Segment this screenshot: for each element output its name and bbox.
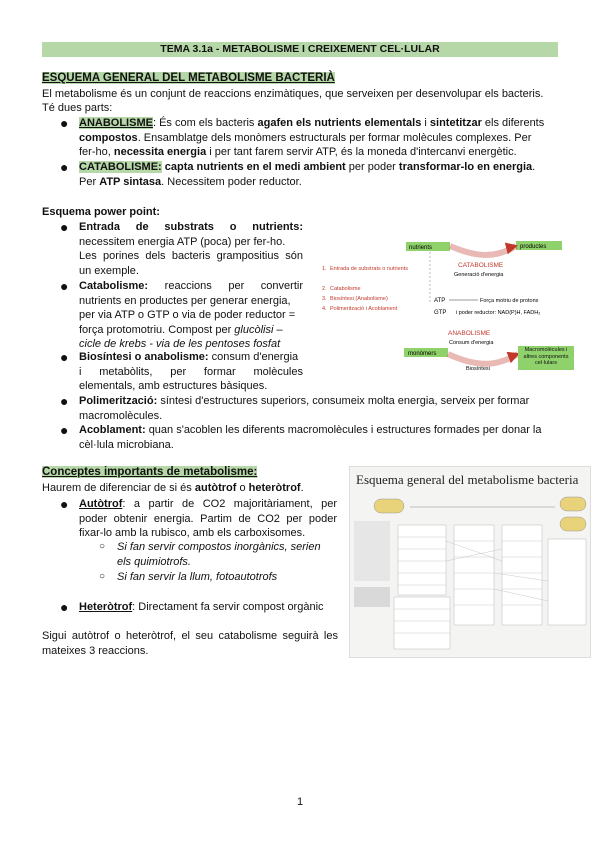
step-marker: 1. <box>322 266 327 272</box>
section1-heading: ESQUEMA GENERAL DEL METABOLISME BACTERIÀ <box>42 72 335 84</box>
section2-heading: Esquema power point: <box>42 206 160 218</box>
text: Haurem de diferenciar de si és <box>42 482 195 494</box>
metabolism-scheme-figure <box>349 466 591 658</box>
anabolisme-diagram-label: ANABOLISME <box>448 330 491 337</box>
bullet-icon: ● <box>60 349 69 365</box>
text: : a partir de CO2 majoritàriament, per <box>122 498 337 510</box>
text-bold: ATP sintasa <box>99 175 162 188</box>
step-item: Catabolisme <box>330 286 361 292</box>
text: macromolècules. <box>79 409 163 422</box>
intro-line1: El metabolisme és un conjunt de reaccions enzimàtiques, que serveixen per desenvolupar els bacteris. <box>42 88 544 100</box>
bullet-icon: ● <box>60 393 69 409</box>
figure-block <box>548 539 586 625</box>
anabolisme-item <box>79 116 558 160</box>
section3-heading: Conceptes importants de metabolisme: <box>42 466 258 478</box>
forca-label: Força motriu de protons <box>480 298 539 304</box>
text-italic: Si fan servir compostos inorgànics, serien <box>117 541 321 553</box>
text: . <box>300 482 304 494</box>
quimiotrofs-item <box>117 540 339 569</box>
diagram-step-list <box>322 266 408 312</box>
text-italic: els quimiotrofs. <box>117 555 191 568</box>
text-bold: agafen els nutrients elementals <box>257 117 422 129</box>
text: . Ensamblatge dels monòmers estructurals per formar molècules complexes. Per <box>137 131 532 144</box>
macro-label: Macromolècules i altres components cel·lulars <box>523 347 569 366</box>
sub-bullet-icon: ○ <box>99 571 106 582</box>
text-bold: necessita energia <box>113 146 207 158</box>
text-bold: heteròtrof <box>248 482 301 494</box>
polimeritzacio-item <box>79 394 558 423</box>
figure2-title: Esquema general del metabolisme bacteria <box>356 472 579 487</box>
autotrof-item <box>79 497 337 541</box>
biosintesi-label: Biosíntesi o anabolisme: <box>79 351 209 363</box>
text: Sigui autòtrof o heteròtrof, el seu catabolisme seguirà les <box>42 630 338 642</box>
bullet-icon: ● <box>60 496 69 512</box>
text: per poder <box>345 161 399 173</box>
biosintesi-item <box>79 350 303 394</box>
section3-intro <box>42 481 304 496</box>
text-italic: cicle de krebs - via de les pentoses fosfat <box>79 338 281 350</box>
text: els diferents <box>481 117 545 129</box>
figure-block <box>398 525 446 595</box>
text: i per tant farem servir ATP, és la moneda d'intercanvi energètic. <box>206 146 517 158</box>
biosintesi-label: Biosíntesi <box>466 366 490 372</box>
text: Per <box>79 175 100 188</box>
macro-text-wrap <box>519 347 573 369</box>
step-item: Entrada de substrats o nutrients <box>330 266 408 272</box>
text-italic: Si fan servir la llum, fotoautotrofs <box>117 571 278 583</box>
text: : És com els bacteris <box>152 117 258 129</box>
entrada-item <box>79 220 303 278</box>
bacterium-icon <box>374 499 404 513</box>
text: . <box>532 161 536 173</box>
text-bold: transformar-lo en energia <box>398 161 533 173</box>
acoblament-label: Acoblament: <box>79 424 146 436</box>
bullet-icon: ● <box>60 159 69 175</box>
bullet-icon: ● <box>60 599 69 615</box>
monomers-label: monòmers <box>408 351 437 357</box>
closing-paragraph <box>42 629 338 658</box>
autotrof-label: Autòtrof <box>79 498 123 510</box>
anabolisme-label: ANABOLISME <box>79 117 153 129</box>
step-item: Biosíntesi (Anabolisme) <box>330 296 388 302</box>
step-marker: 4. <box>322 306 327 312</box>
nutrients-label: nutrients <box>409 245 433 251</box>
document-title: TEMA 3.1a - METABOLISME I CREIXEMENT CEL·LULAR <box>42 42 558 57</box>
text: consum d'energia <box>211 351 299 363</box>
figure2-graphic <box>350 491 590 657</box>
text: fixar-lo amb la rubisco, amb els carboxisomes. <box>79 527 306 539</box>
text: Les porines dels bacteris grampositius són <box>79 250 303 262</box>
text: poder obtenir energia. Partim de CO2 per poder <box>79 512 337 525</box>
text: un exemple. <box>79 264 139 277</box>
figure-block <box>354 521 390 581</box>
text: elementals, amb estructures bàsiques. <box>79 380 268 392</box>
text: síntesi d'estructures superiors, consumeix molta energia, serveix per formar <box>160 395 530 407</box>
text-bold: sintetitzar <box>429 117 482 129</box>
consum-label: Consum d'energia <box>449 340 494 346</box>
entrada-label: Entrada de substrats o nutrients: <box>79 221 303 233</box>
text-bold: compostos <box>79 131 138 144</box>
catabolisme-item <box>79 160 558 189</box>
heterotrof-item <box>79 600 339 615</box>
text: fer-ho, <box>79 146 114 158</box>
bullet-icon: ● <box>60 115 69 131</box>
generacio-label: Generació d'energia <box>454 272 504 278</box>
text: per via ATP o GTP o via de poder reductor = <box>79 309 296 321</box>
figure-block <box>454 525 494 625</box>
step-item: Polimerització i Acoblament <box>330 306 398 312</box>
text: i metabòlits, per formar molècules <box>79 365 303 378</box>
bacterium-icon <box>560 517 586 531</box>
bacterium-icon <box>560 497 586 511</box>
poder-label: i poder reductor: NAD(P)H, FADH₂ <box>456 310 541 316</box>
catabolisme-label: CATABOLISME: <box>79 161 162 173</box>
catabolism-arrow <box>450 246 516 255</box>
acoblament-item <box>79 423 558 452</box>
text: nutrients en productes per generar energia, <box>79 294 291 307</box>
step-marker: 3. <box>322 296 327 302</box>
text-bold: autòtrof <box>194 482 237 494</box>
text: . Necessitem poder reductor. <box>161 175 302 188</box>
fotoautotrofs-item <box>117 570 339 585</box>
text: : Directament fa servir compost orgànic <box>132 601 324 613</box>
text: quan s'acoblen les diferents macromolècules i estructures formades per donar la <box>148 424 542 436</box>
productes-label: productes <box>520 244 547 250</box>
text-italic: glucòlisi – <box>234 323 283 336</box>
text: o <box>236 482 249 494</box>
heterotrof-label: Heteròtrof <box>79 601 133 613</box>
bullet-icon: ● <box>60 278 69 294</box>
text-bold: capta nutrients en el medi ambient <box>164 161 346 173</box>
metabolism-diagram <box>318 236 576 376</box>
bullet-icon: ● <box>60 422 69 438</box>
intro-line2: Té dues parts: <box>42 102 113 114</box>
text: força protomotriu. Compost per <box>79 323 235 336</box>
text: i <box>421 117 430 129</box>
bullet-icon: ● <box>60 219 69 235</box>
step-marker: 2. <box>322 286 327 292</box>
atp-label: ATP <box>434 298 446 304</box>
catabolisme-diagram-label: CATABOLISME <box>458 262 504 269</box>
gtp-label: GTP <box>434 310 447 316</box>
sub-bullet-icon: ○ <box>99 541 106 552</box>
figure-block <box>394 597 450 649</box>
text: necessitem energia ATP (poca) per fer-ho. <box>79 235 286 248</box>
catabolisme-pp-label: Catabolisme: <box>79 280 149 292</box>
polimeritzacio-label: Polimerització: <box>79 395 158 407</box>
page-number: 1 <box>296 796 304 808</box>
anabolism-arrow <box>448 354 518 364</box>
text: mateixes 3 reaccions. <box>42 644 149 657</box>
text: cèl·lula microbiana. <box>79 438 174 451</box>
catabolisme-pp-item <box>79 279 303 352</box>
text: reaccions per convertir <box>164 280 303 292</box>
figure-block <box>354 587 390 607</box>
